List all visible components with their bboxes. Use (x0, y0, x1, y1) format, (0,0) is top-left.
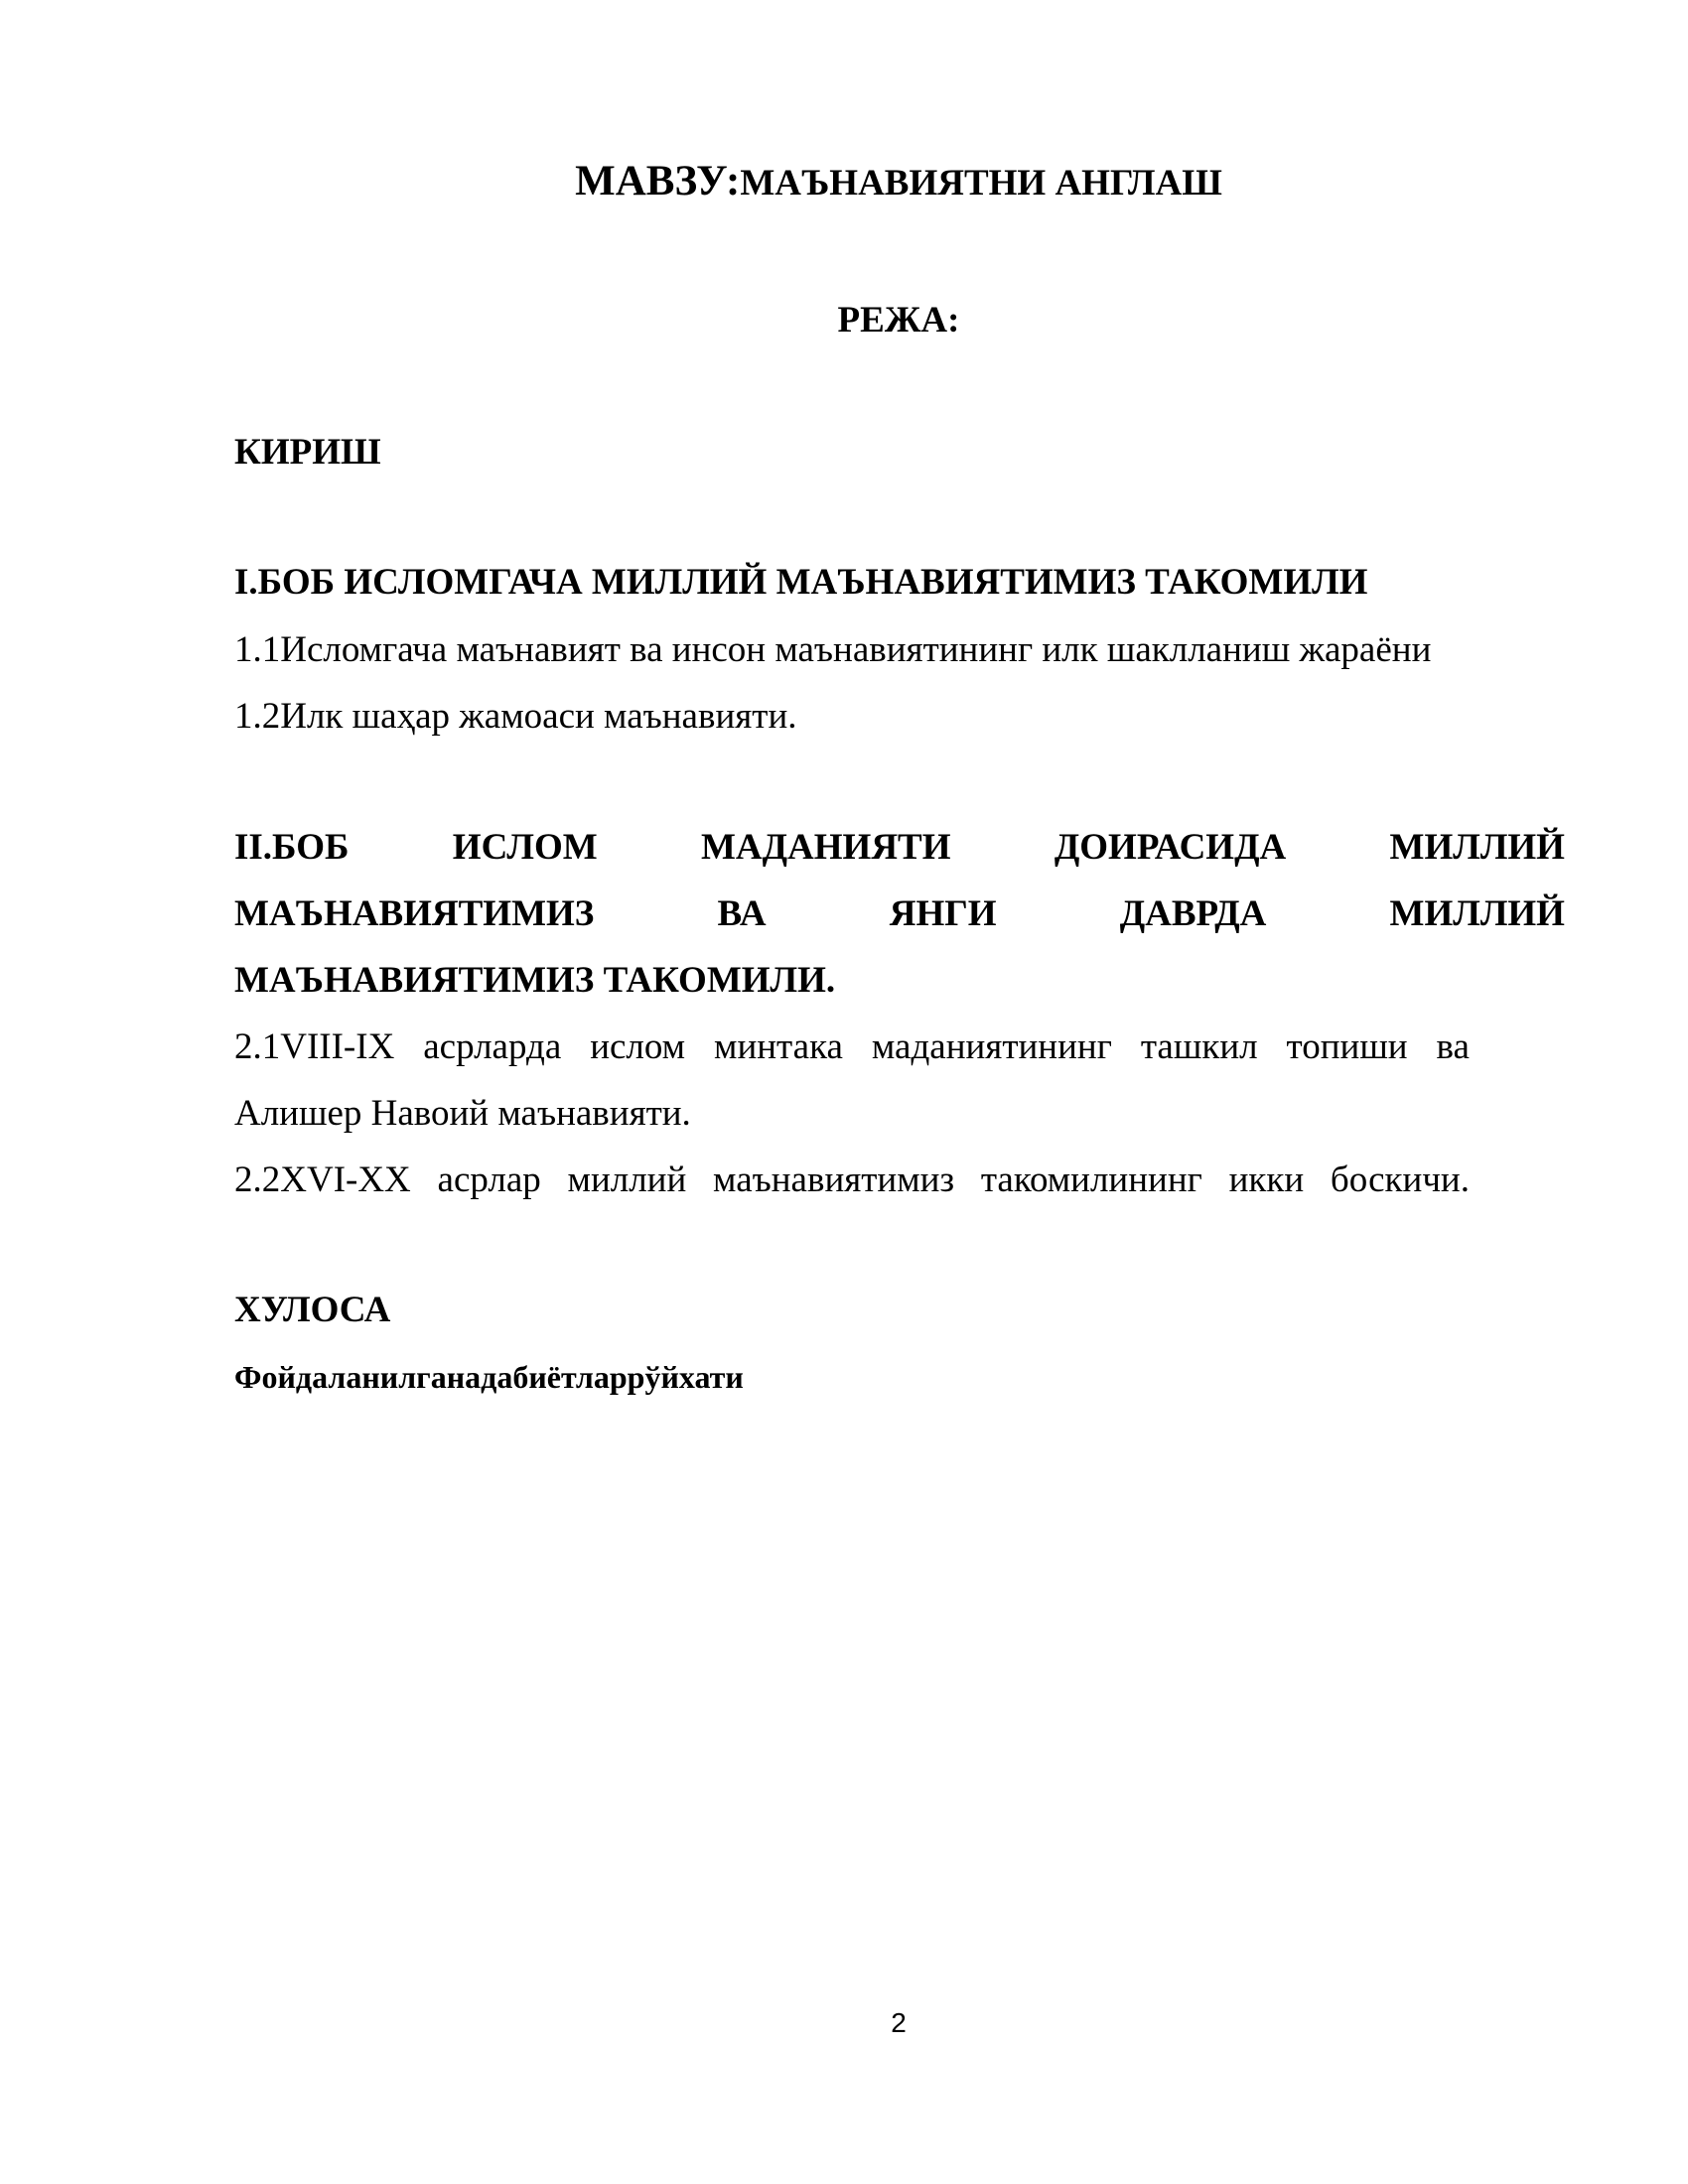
item-word: 2.2XVI-XX (234, 1160, 411, 1200)
chapter1-heading: I.БОБ ИСЛОМГАЧА МИЛЛИЙ МАЪНАВИЯТИМИЗ ТАКОМИЛИ (234, 562, 1368, 603)
item-word: асрларда (423, 1026, 562, 1067)
item-word: ислом (590, 1026, 686, 1067)
heading-word: ЯНГИ (889, 893, 997, 934)
title-main: МАЪНАВИЯТНИ АНГЛАШ (740, 163, 1222, 204)
references-heading: Фойдаланилганадабиётларрўйхати (234, 1359, 744, 1395)
plan-heading: РЕЖА: (837, 300, 960, 341)
item-word: боскичи. (1330, 1160, 1470, 1200)
chapter2-heading-line-2 (234, 892, 1565, 935)
item-word: ва (1436, 1026, 1470, 1067)
item-word: асрлар (437, 1160, 541, 1200)
title-prefix: МАВЗУ: (575, 158, 741, 205)
chapter1-item-2: 1.2Илк шаҳар жамоаси маънавияти. (234, 696, 797, 737)
chapter2-heading-line-3: МАЪНАВИЯТИМИЗ ТАКОМИЛИ. (234, 960, 836, 1001)
chapter2-item-2 (234, 1159, 1470, 1201)
item-word: миллий (567, 1160, 687, 1200)
heading-word: ВА (717, 893, 767, 934)
item-word: маданиятининг (871, 1026, 1112, 1067)
page-number: 2 (891, 2007, 907, 2038)
item-word: ташкил (1140, 1026, 1258, 1067)
heading-word: II.БОБ (234, 827, 350, 868)
item-word: икки (1228, 1160, 1305, 1200)
item-word: такомилининг (980, 1160, 1202, 1200)
introduction-heading: КИРИШ (234, 432, 381, 473)
heading-word: МИЛЛИЙ (1389, 827, 1565, 868)
heading-word: МАДАНИЯТИ (700, 827, 951, 868)
page-title (0, 157, 1688, 205)
chapter2-item-1-line-2: Алишер Навоий маънавияти. (234, 1093, 691, 1134)
item-word: 2.1VIII-IX (234, 1026, 395, 1067)
heading-word: ДАВРДА (1119, 893, 1267, 934)
item-word: минтака (714, 1026, 843, 1067)
item-word: топиши (1286, 1026, 1408, 1067)
heading-word: ИСЛОМ (452, 827, 598, 868)
heading-word: МАЪНАВИЯТИМИЗ (234, 893, 595, 934)
item-word: маънавиятимиз (713, 1160, 955, 1200)
conclusion-heading: ХУЛОСА (234, 1290, 391, 1330)
heading-word: ДОИРАСИДА (1054, 827, 1287, 868)
heading-word: МИЛЛИЙ (1389, 893, 1565, 934)
chapter2-item-1-line-1 (234, 1025, 1470, 1068)
chapter2-heading-line-1 (234, 826, 1565, 869)
chapter1-item-1: 1.1Исломгача маънавият ва инсон маънавиятининг илк шаклланиш жараёни (234, 629, 1432, 670)
